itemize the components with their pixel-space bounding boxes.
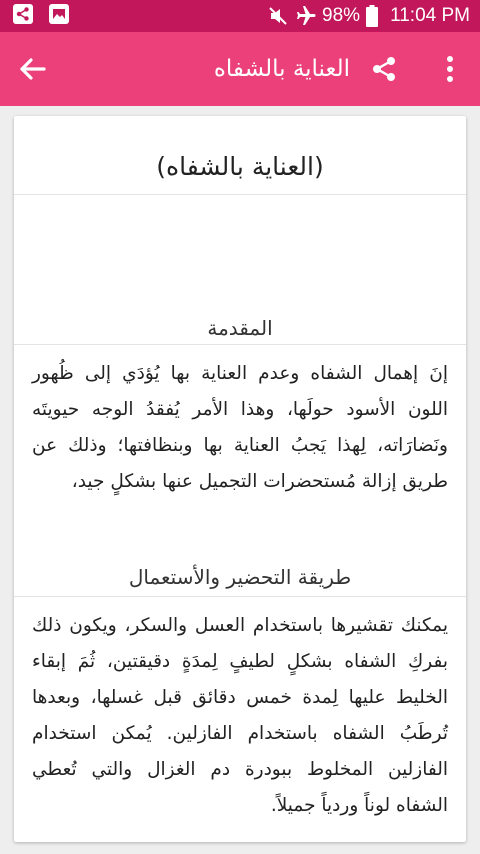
- divider: [14, 596, 466, 597]
- airplane-icon: [294, 5, 316, 27]
- back-arrow-icon[interactable]: [14, 51, 50, 87]
- divider: [14, 344, 466, 345]
- app-bar: [0, 32, 480, 106]
- section-heading-preparation: طريقة التحضير والأستعمال: [128, 565, 352, 589]
- divider: [14, 194, 466, 195]
- share-notification-icon: [12, 3, 34, 29]
- share-icon[interactable]: [370, 55, 398, 83]
- article-title: (العناية بالشفاه): [156, 152, 324, 181]
- article-card: [14, 116, 466, 842]
- more-vert-icon[interactable]: [444, 54, 456, 84]
- battery-percent: 98%: [322, 5, 361, 26]
- battery-icon: [366, 5, 378, 27]
- clock: 11:04 PM: [390, 5, 470, 26]
- section-heading-intro: المقدمة: [207, 316, 273, 340]
- mute-icon: [268, 6, 288, 26]
- status-bar: [0, 0, 480, 32]
- section-body-preparation: يمكنك تقشيرها باستخدام العسل والسكر، ويكون ذلك بفركِ الشفاه بشكلٍ لطيفٍ لِمدَةٍ دقيقتين، ثُمَ إبقاء الخليط عليها لِمدة خمس دقائق قبل غسلها، وبعدها تُرطَبُ الشفاه باستخدام الفازلين. يُمكن استخدام الفازلين المخلوط ببودرة دم الغزال والتي تُعطي الشفاه لوناً وردياً جميلاً.: [32, 615, 448, 816]
- image-notification-icon: [48, 3, 70, 29]
- app-title: العناية بالشفاه: [213, 56, 350, 82]
- section-body-intro: إنَ إهمال الشفاه وعدم العناية بها يُؤدَي إلى ظُهور اللون الأسود حولَها، وهذا الأمر يُفقدُ الوجه حيويتَه ونَضارَاته، لِهذا يَجبُ العناية بها وبنظافتها؛ وذلك عن طريق إزالة مُستحضرات التجميل عنها بشكلٍ جيد،: [32, 363, 448, 492]
